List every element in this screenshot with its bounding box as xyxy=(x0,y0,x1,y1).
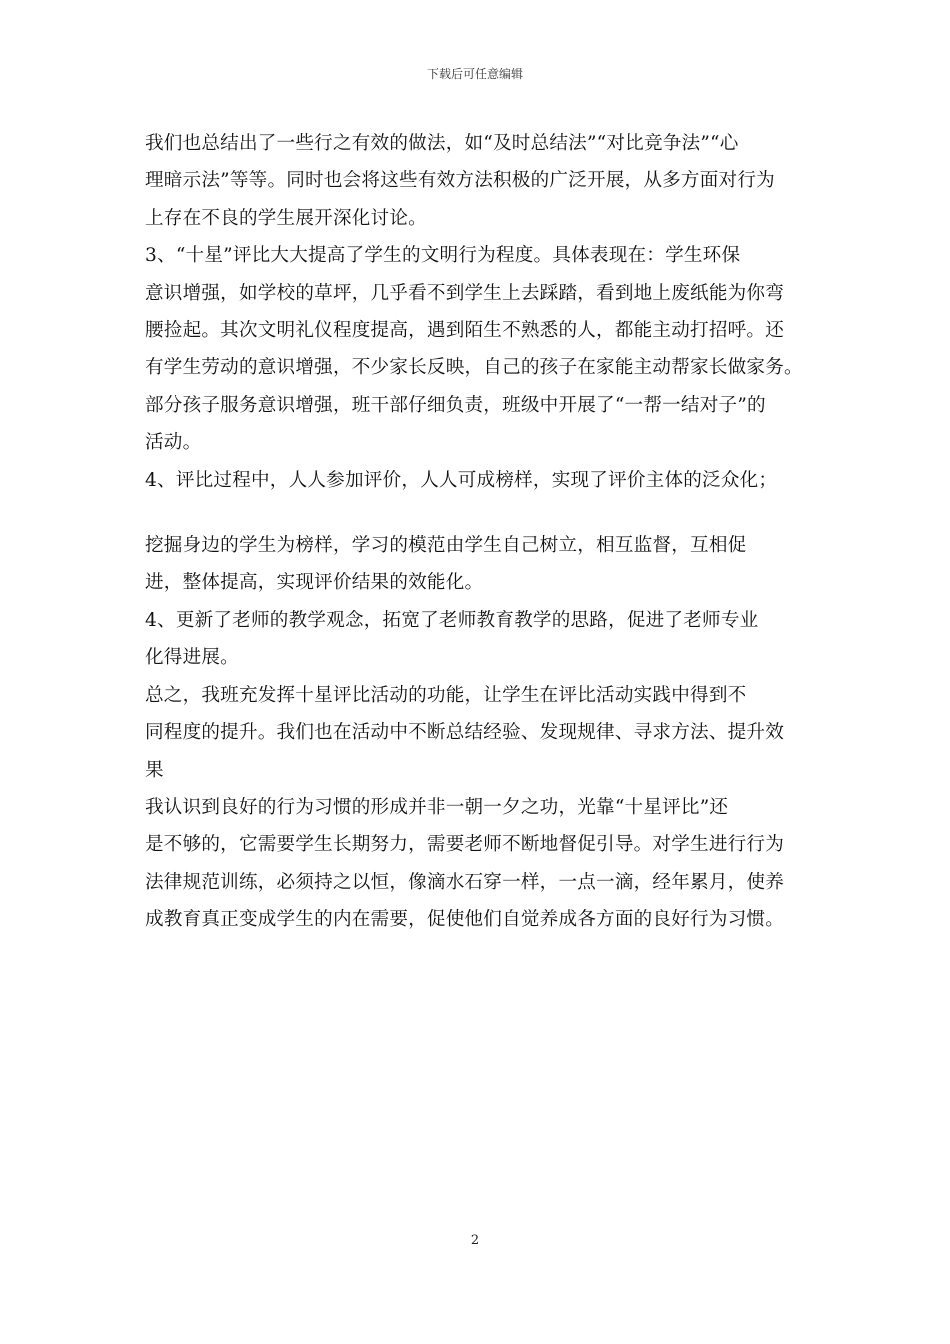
paragraph-summary-methods: 我们也总结出了一些行之有效的做法，如“及时总结法”“对比竞争法”“心 理暗示法”等等。同时也会将这些有效方法积极的广泛开展，从多方面对行为 上存在不良的学生展开深化讨论。 xyxy=(145,133,775,229)
paragraph-evaluation-process: 4、评比过程中，人人参加评价，人人可成榜样，实现了评价主体的泛众化； xyxy=(145,469,778,491)
document-body xyxy=(145,125,810,939)
paragraph-role-models: 挖掘身边的学生为榜样，学习的模范由学生自己树立，相互监督，互相促 进，整体提高，实现评价结果的效能化。 xyxy=(145,535,747,594)
page-number: 2 xyxy=(470,1233,480,1248)
paragraph-teacher-concepts: 4、更新了老师的教学观念，拓宽了老师教育教学的思路，促进了老师专业 化得进展。 xyxy=(145,609,759,669)
paragraph-conclusion: 总之，我班充发挥十星评比活动的功能，让学生在评比活动实践中得到不 同程度的提升。我们也在活动中不断总结经验、发现规律、寻求方法、提升效 果 xyxy=(145,684,784,781)
paragraph-civilized-behavior: 3、“十星”评比大大提高了学生的文明行为程度。具体表现在：学生环保 意识增强，如学校的草坪，几乎看不到学生上去踩踏，看到地上废纸能为你弯 腰捡起。其次文明礼仪程度提高，遇到陌生不熟悉的人，都能主动打招呼。还 有学生劳动的意识增强，不少家长反映，自己的孩子在家能主动帮家长做家务。 部分孩子服务意识增强，班干部仔细负责，班级中开展了“一帮一结对子”的 活动。 xyxy=(145,245,803,454)
paragraph-gap xyxy=(145,499,810,527)
paragraph-habit-formation: 我认识到良好的行为习惯的形成并非一朝一夕之功，光靠“十星评比”还 是不够的，它需要学生长期努力，需要老师不断地督促引导。对学生进行行为 法律规范训练，必须持之以恒，像滴水石穿一样，一点一滴，经年累月，使养 成教育真正变成学生的内在需要，促使他们自觉养成各方面的良好行为习惯。 xyxy=(145,796,784,931)
page-header: 下载后可任意编辑 xyxy=(426,67,523,81)
